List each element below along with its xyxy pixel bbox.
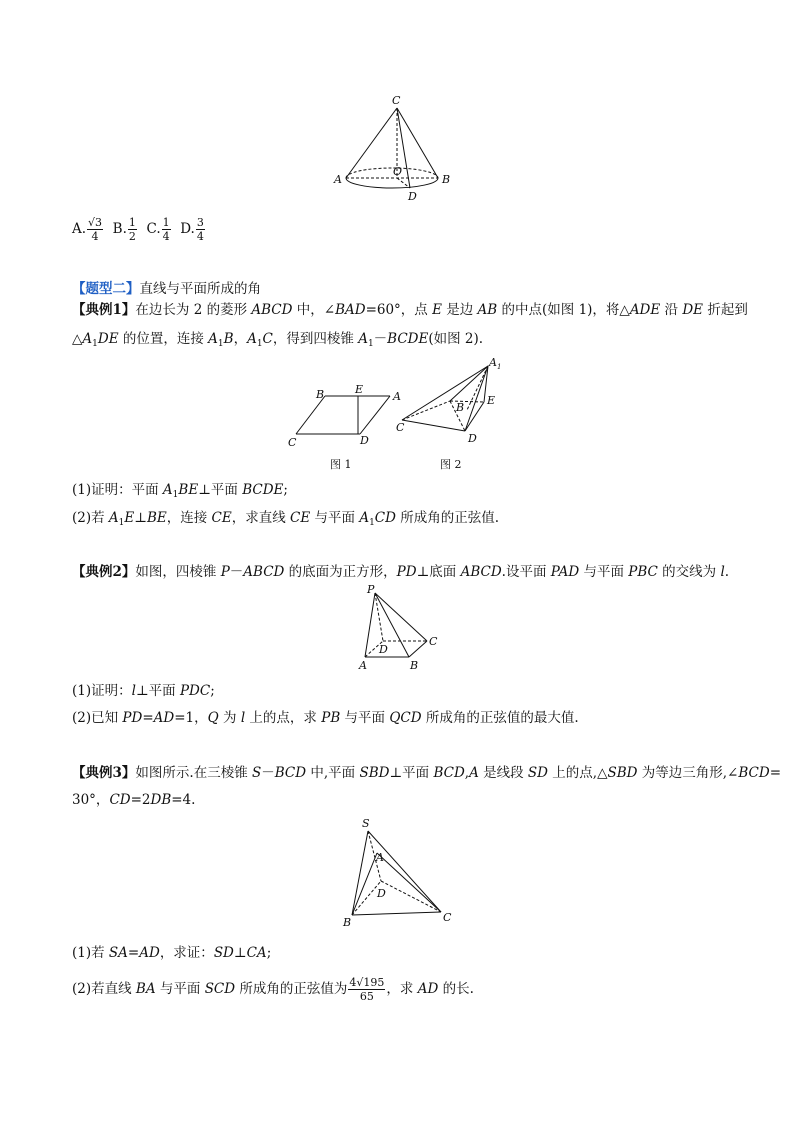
section-tag: 【题型二】 <box>72 281 140 297</box>
fig3-label-a: A <box>359 659 367 672</box>
example1-figure1 <box>280 382 410 472</box>
example3-figure <box>335 815 465 933</box>
example2-line1: 【典例2】如图，四棱锥 P－ABCD 的底面为正方形，PD⊥底面 ABCD.设平面 PAD 与平面 PBC 的交线为 l. <box>72 564 730 580</box>
fig4-label-c: C <box>443 911 452 924</box>
cone-label-d: D <box>408 190 417 203</box>
fig1-label-d: D <box>360 434 369 447</box>
section-heading <box>72 280 261 298</box>
fig1-label-b: B <box>316 388 325 401</box>
fig3-label-d: D <box>379 643 388 656</box>
answer-choices <box>72 216 206 243</box>
fig2-label-d: D <box>468 432 477 445</box>
fig1-label-a: A <box>393 390 401 403</box>
fig2-caption: 图 2 <box>440 458 462 471</box>
fig2-label-e: E <box>487 394 496 407</box>
fig4-label-s: S <box>362 817 370 830</box>
choice-a[interactable]: A. $\frac{√3}{4}$ <box>72 216 103 243</box>
fig4-label-b: B <box>343 916 352 929</box>
example2-tag: 【典例2】 <box>72 564 136 580</box>
section-title: 直线与平面所成的角 <box>139 281 261 297</box>
example1-tag: 【典例1】 <box>72 302 136 318</box>
fig2-label-a1: $A_1$ <box>489 356 502 371</box>
cone-label-o: O <box>393 165 403 178</box>
fig4-label-d: D <box>377 887 386 900</box>
example2-question1: (1)证明：l⊥平面 PDC; <box>72 683 215 699</box>
example1-question2: (2)若 $A_1E\perp BE$，连接 CE，求直线 CE 与平面 $A_1CD$ 所成角的正弦值. <box>72 510 500 528</box>
fig3-label-p: P <box>367 585 375 596</box>
sine-fraction: $\frac{4√195}{65}$ <box>349 976 385 1003</box>
fig3-label-b: B <box>410 659 419 672</box>
example2-question2: (2)已知 PD=AD=1，Q 为 l 上的点，求 PB 与平面 QCD 所成角的正弦值的最大值. <box>72 710 579 726</box>
fig2-label-b: B <box>456 401 465 414</box>
cone-label-c: C <box>392 94 401 107</box>
choice-d[interactable]: D. $\frac{3}{4}$ <box>180 216 204 243</box>
example1-question1: (1)证明：平面 $A_1BE\perp$平面 BCDE; <box>72 482 288 500</box>
example2-figure <box>355 585 455 675</box>
fig4-label-a: A <box>376 851 384 864</box>
cone-figure <box>330 90 460 205</box>
example1-figure2 <box>392 352 512 474</box>
choice-c[interactable]: C. $\frac{1}{4}$ <box>146 216 170 243</box>
example3-question2: (2)若直线 BA 与平面 SCD 所成角的正弦值为 $\frac{4√195}{65}$ ，求 AD 的长. <box>72 976 474 1003</box>
example3-tag: 【典例3】 <box>72 765 136 781</box>
cone-label-b: B <box>442 173 451 186</box>
example1-line1: 【典例1】在边长为 2 的菱形 ABCD 中，∠BAD=60°，点 E 是边 AB 的中点(如图 1)，将△ADE 沿 DE 折起到 <box>72 302 748 318</box>
fig1-label-c: C <box>288 436 297 449</box>
example1-line2: $\triangle A_1DE$ 的位置，连接 $A_1B$，$A_1C$，得到四棱锥 $A_1-BCDE$(如图 2). <box>72 331 484 349</box>
example3-question1: (1)若 SA=AD，求证：SD⊥CA; <box>72 945 272 961</box>
fig3-label-c: C <box>429 635 438 648</box>
fig1-caption: 图 1 <box>330 458 352 471</box>
cone-label-a: A <box>334 173 342 186</box>
example3-line1: 【典例3】如图所示.在三棱锥 S－BCD 中,平面 SBD⊥平面 BCD,A 是线段 SD 上的点,△SBD 为等边三角形,∠BCD= <box>72 765 782 781</box>
fig2-label-c: C <box>396 421 405 434</box>
fig1-label-e: E <box>355 383 364 396</box>
example3-line2: 30°，CD=2DB=4. <box>72 792 196 808</box>
choice-b[interactable]: B. $\frac{1}{2}$ <box>112 216 136 243</box>
